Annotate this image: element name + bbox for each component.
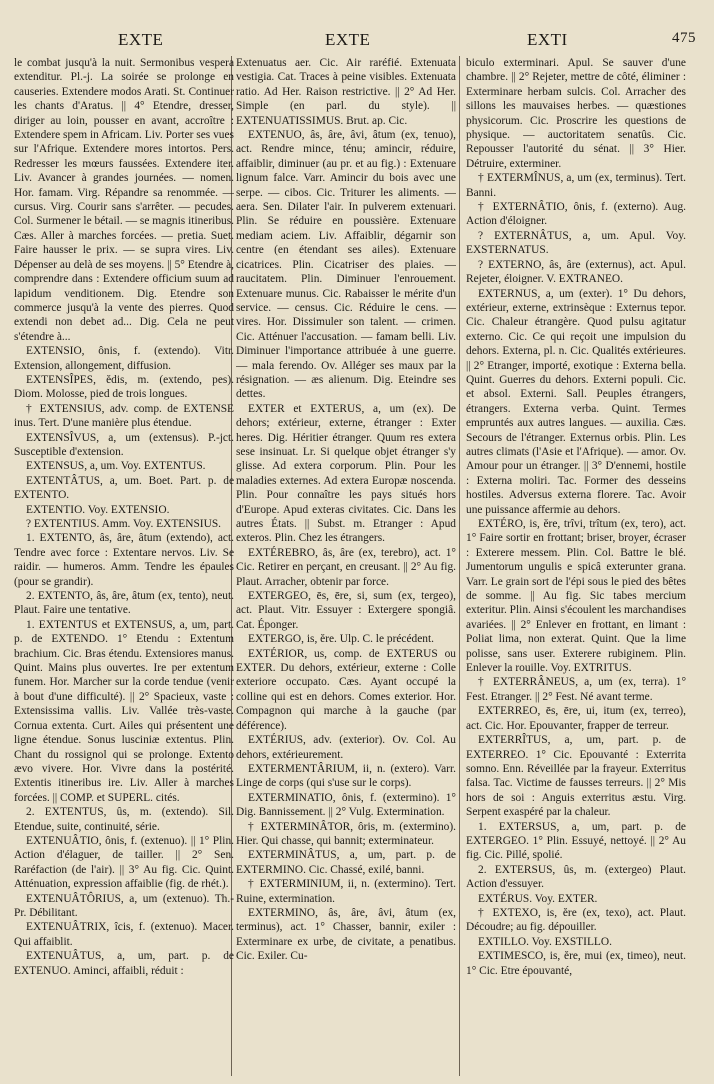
page-number: 475 [672,30,696,46]
dictionary-entry: 2. EXTENTO, âs, âre, âtum (ex, tento), neut. Plaut. Faire une tentative. [14,590,234,617]
dictionary-entry: EXTERMINO, âs, âre, âvi, âtum (ex, terminus), act. 1° Chasser, bannir, exiler : Exterminare ex urbe, de civitate, a penatibus. Cic. Exiler. Cu- [236,906,456,963]
dictionary-entry: † EXTERNÂTIO, ônis, f. (externo). Aug. Action d'éloigner. [466,201,686,228]
dictionary-entry: † EXTERRÂNEUS, a, um (ex, terra). 1° Fest. Etranger. || 2° Fest. Né avant terme. [466,676,686,703]
dictionary-entry: EXTÉREBRO, âs, âre (ex, terebro), act. 1° Cic. Retirer en perçant, en creusant. || 2° Au fig. Plaut. Arracher, obtenir par force. [236,546,456,588]
dictionary-entry: EXTERNUS, a, um (exter). 1° Du dehors, extérieur, externe, extrinsèque : Externus tepor. Cic. Chaleur étrangère. Quod pulsu agitatur externo. Cic. Ce qui reçoit une impulsion du dehors. Externa, pl. n. Cic. Qualités extérieures. || 2° Etranger, importé, exotique : Externa bella. Quint. Guerres du dehors. Externi populi. Cic. et absol. Externi. Sall. Peuples étrangers, étrangers. Externa verba. Quint. Termes empruntés aux autres langues. — auxilia. Cæs. Secours de l'étranger. Externus orbis. Plin. Les autres climats (l'Asie et l'Afrique). — amor. Ov. Amour pour un étranger. || 3° D'ennemi, hostile : Externa moliri. Tac. Former des desseins hostiles. Adversus externa florere. Tac. Avoir une puissance affermie au dehors. [466,287,686,516]
column-right [466,56,686,1078]
dictionary-entry: EXTER et EXTERUS, a, um (ex). De dehors; extérieur, externe, étranger : Exter heres. Dig. Héritier étranger. Quum res extera sese insinuat. Lr. Si quelque objet étranger s'y glisse. Ad extera corporum. Plin. Pour les maladies externes. Ad extera Europæ noscenda. Plin. Pour connaître les pays situés hors d'Europe. Apud exteras civitates. Cic. Dans les autres États. || Subst. m. Etranger : Apud exteros. Plin. Chez les étrangers. [236,402,456,545]
dictionary-entry: EXTERREO, ēs, ēre, ui, itum (ex, terreo), act. Cic. Hor. Epouvanter, frapper de terreur. [466,705,686,732]
column-divider [459,56,460,1076]
dictionary-entry: EXTÉRIOR, us, comp. de EXTERUS ou EXTER. Du dehors, extérieur, externe : Colle exteriore occupato. Cæs. Ayant occupé la colline qui est en dehors. Comes exterior. Hor. Compagnon qui marche à la gauche (par déférence). [236,647,456,732]
dictionary-entry: EXTENTIO. Voy. EXTENSIO. [26,503,170,516]
dictionary-entry: 2. EXTERSUS, ûs, m. (extergeo) Plaut. Action d'essuyer. [466,863,686,891]
dictionary-entry: EXTENUÂTÔRIUS, a, um (extenuo). Th.-Pr. Débilitant. [14,892,234,919]
dictionary-entry: EXTILLO. Voy. EXSTILLO. [478,935,612,948]
dictionary-entry: ? EXTERNO, âs, âre (externus), act. Apul. Rejeter, éloigner. V. EXTRANEO. [466,258,686,286]
dictionary-entry: EXTERMINÂTUS, a, um, part. p. de EXTERMINO. Cic. Chassé, exilé, banni. [236,849,456,876]
dictionary-entry: † EXTERMINIUM, ii, n. (extermino). Tert. Ruine, extermination. [236,878,456,905]
dictionary-entry: EXTENUÂTIO, ônis, f. (extenuo). || 1° Plin. Action d'élaguer, de tailler. || 2° Sen. Raréfaction (de l'air). || 3° Au fig. Cic. Quint. Atténuation, expression affaiblie (fig. de rhét.). [14,834,234,891]
dictionary-entry: EXTÉRUS. Voy. EXTER. [478,892,598,905]
dictionary-entry: EXTERGEO, ēs, ēre, si, sum (ex, tergeo), act. Plaut. Vitr. Essuyer : Extergere spongiâ. Cat. Éponger. [236,590,456,631]
dictionary-entry: Extenuatus aer. Cic. Air raréfié. Extenuata vestigia. Cat. Traces à peine visibles. Extenuata ratio. Ad Her. Raison restrictive. || 2° Ad Her. Simple (en parl. du style). || EXTENUATISSIMUS. Brut. ap. Cic. [236,57,456,127]
dictionary-entry: EXTIMESCO, is, ĕre, mui (ex, timeo), neut. 1° Cic. Etre épouvanté, [466,950,686,977]
dictionary-entry: 1. EXTERSUS, a, um, part. p. de EXTERGEO. 1° Plin. Essuyé, nettoyé. || 2° Au fig. Cic. Pillé, spolié. [466,820,686,862]
dictionary-entry: EXTERGO, is, ĕre. Ulp. C. le précédent. [248,633,434,646]
dictionary-entry: 2. EXTENTUS, ûs, m. (extendo). Sil. Etendue, suite, continuité, série. [14,806,234,833]
dictionary-entry: ? EXTERNÂTUS, a, um. Apul. Voy. EXSTERNATUS. [466,229,686,257]
dictionary-entry: EXTENUO, âs, âre, âvi, âtum (ex, tenuo), act. Rendre mince, ténu; amincir, réduire, affaiblir, diminuer (au pr. et au fig.) : Extenuare lignum falce. Varr. Amincir du bois avec une serpe. — cibos. Cic. Triturer les aliments. — aera. Sen. Dilater l'air. In pulverem extenuari. Plin. Se réduire en poussière. Extenuare mediam aciem. Liv. Affaiblir, dégarnir son centre (en étendant ses ailes). Extenuare cicatrices. Plin. Cicatriser des plaies. — raucitatem. Plin. Diminuer l'enrouement. Extenuare munus. Cic. Rabaisser le mérite d'un service. — census. Cic. Réduire le cens. — vires. Hor. Dissimuler son talent. — crimen. Cic. Atténuer l'accusation. — famam belli. Liv. Diminuer l'importance attribuée à une guerre. — mala ferendo. Ov. Alléger ses maux par la résignation. — æs alienum. Dig. Eteindre ses dettes. [236,129,456,401]
dictionary-entry: EXTENSÎPES, ĕdis, m. (extendo, pes). Diom. Molosse, pied de trois longues. [14,373,234,401]
running-header [0,30,714,56]
dictionary-entry: biculo exterminari. Apul. Se sauver d'une chambre. || 2° Rejeter, mettre de côté, éliminer : Exterminare herbam sulcis. Col. Arracher des sillons les mauvaises herbes. — quæstiones physicorum. Cic. Proscrire les questions de physique. — auctoritatem senatûs. Cic. Repousser l'autorité du sénat. || 3° Hier. Détruire, exterminer. [466,57,686,170]
column-left [14,56,234,1078]
dictionary-entry: EXTENSUS, a, um. Voy. EXTENTUS. [26,460,206,473]
dictionary-entry: ? EXTENTIUS. Amm. Voy. EXTENSIUS. [26,518,222,530]
dictionary-entry: EXTENUÂTUS, a, um, part. p. de EXTENUO. Aminci, affaibli, réduit : [14,950,234,977]
dictionary-entry: EXTERMENTÂRIUM, ii, n. (extero). Varr. Linge de corps (qui s'use sur le corps). [236,762,456,790]
dictionary-entry: EXTÉRO, is, ĕre, trîvi, trîtum (ex, tero), act. 1° Faire sortir en frottant; briser, broyer, écraser : Exterere messem. Plin. Col. Battre le blé. Jumentorum ungulis e spicâ exterunter grana. Varr. Le grain sort de l'épi sous le pied des bêtes de somme. || Au fig. Sic tabes mercium exteritur. Plin. Ainsi s'écoulent les marchandises avariées. || 2° Enlever en frottant, en limant : Poliat lima, non exterat. Quint. Que la lime polisse, sans user. Exterere rubiginem. Plin. Enlever la rouille. Voy. EXTRITUS. [466,518,686,675]
left-guide-word: EXTE [118,30,164,49]
dictionary-entry: le combat jusqu'à la nuit. Sermonibus vespera extenditur. Pl.-j. La soirée se prolonge en causeries. Extendere modos Arati. St. Continuer les chants d'Aratus. || 4° Etendre, dresser, diriger au loin, pousser en avant, accroître : Extendere spem in Africam. Liv. Porter ses vues sur l'Afrique. Extendere mores intortos. Pers. Redresser les mœurs faussées. Extendere iter. Liv. Avancer à grandes journées. — nomen. Hor. famam. Virg. Répandre sa renommée. — cursus. Virg. Courir sans s'arrêter. — pecudes. Col. Surmener le bétail. — se magnis itineribus. Cæs. Aller à marches forcées. — pretia. Suet. Faire hausser le prix. — se supra vires. Liv. Dépenser au delà de ses moyens. || 5° Etendre à, comprendre dans : Extendere officium suum ad lapidum venditionem. Dig. Etendre son commerce jusqu'à la vente des pierres. Quod extendi non debet ad... Dig. Cela ne peut s'étendre à... [14,57,234,343]
dictionary-entry: † EXTEXO, is, ĕre (ex, texo), act. Plaut. Découdre; au fig. dépouiller. [466,906,686,934]
dictionary-entry: 1. EXTENTUS et EXTENSUS, a, um, part. p. de EXTENDO. 1° Etendu : Extentum brachium. Cic. Bras étendu. Extensiores manus. Quint. Mains plus ouvertes. Ire per extentum funem. Hor. Marcher sur la corde tendue (venir à bout d'une difficulté). || 2° Spacieux, vaste : Extensissima vallis. Liv. Vallée très-vaste. Cornua extenta. Curt. Ailes qui présentent une ligne étendue. Sonus lusciniæ extentus. Plin. Chant du rossignol qui se prolonge. Extento ævo vivere. Hor. Vivre dans la postérité. Extentis itineribus ire. Liv. Aller à marches forcées. || COMP. et SUPERL. cités. [14,618,234,804]
dictionary-entry: 1. EXTENTO, âs, âre, âtum (extendo), act. Tendre avec force : Extentare nervos. Liv. Se raidir. — humeros. Amm. Tendre les épaules (pour se grandir). [14,532,234,588]
right-guide-word: EXTI [527,30,568,49]
dictionary-entry: EXTENUÂTRIX, îcis, f. (extenuo). Macer. Qui affaiblit. [14,921,234,948]
dictionary-entry: † EXTENSIUS, adv. comp. de EXTENSE inus. Tert. D'une manière plus étendue. [14,402,234,430]
dictionary-entry: † EXTERMINÂTOR, ôris, m. (extermino). Hier. Qui chasse, qui bannit; exterminateur. [236,820,456,847]
column-middle [236,56,456,1078]
dictionary-entry: EXTÉRIUS, adv. (exterior). Ov. Col. Au dehors, extérieurement. [236,734,456,761]
middle-guide-word: EXTE [325,30,371,49]
dictionary-entry: EXTENSIO, ônis, f. (extendo). Vitr. Extension, allongement, diffusion. [14,345,234,372]
dictionary-entry: EXTENSÎVUS, a, um (extensus). P.-jct. Susceptible d'extension. [14,431,234,458]
dictionary-entry: EXTENTÂTUS, a, um. Boet. Part. p. de EXTENTO. [14,474,234,502]
dictionary-entry: EXTERMINATIO, ônis, f. (extermino). 1° Dig. Bannissement. || 2° Vulg. Extermination. [236,791,456,819]
dictionary-entry: † EXTERMÎNUS, a, um (ex, terminus). Tert. Banni. [466,172,686,199]
dictionary-entry: EXTERRÎTUS, a, um, part. p. de EXTERREO. 1° Cic. Epouvanté : Exterrita somno. Enn. Réveillée par la frayeur. Exterritus falsa. Tac. Victime de fausses terreurs. || 2° Mis hors de soi : Anguis exterritus æstu. Virg. Serpent exaspéré par la chaleur. [466,734,686,819]
